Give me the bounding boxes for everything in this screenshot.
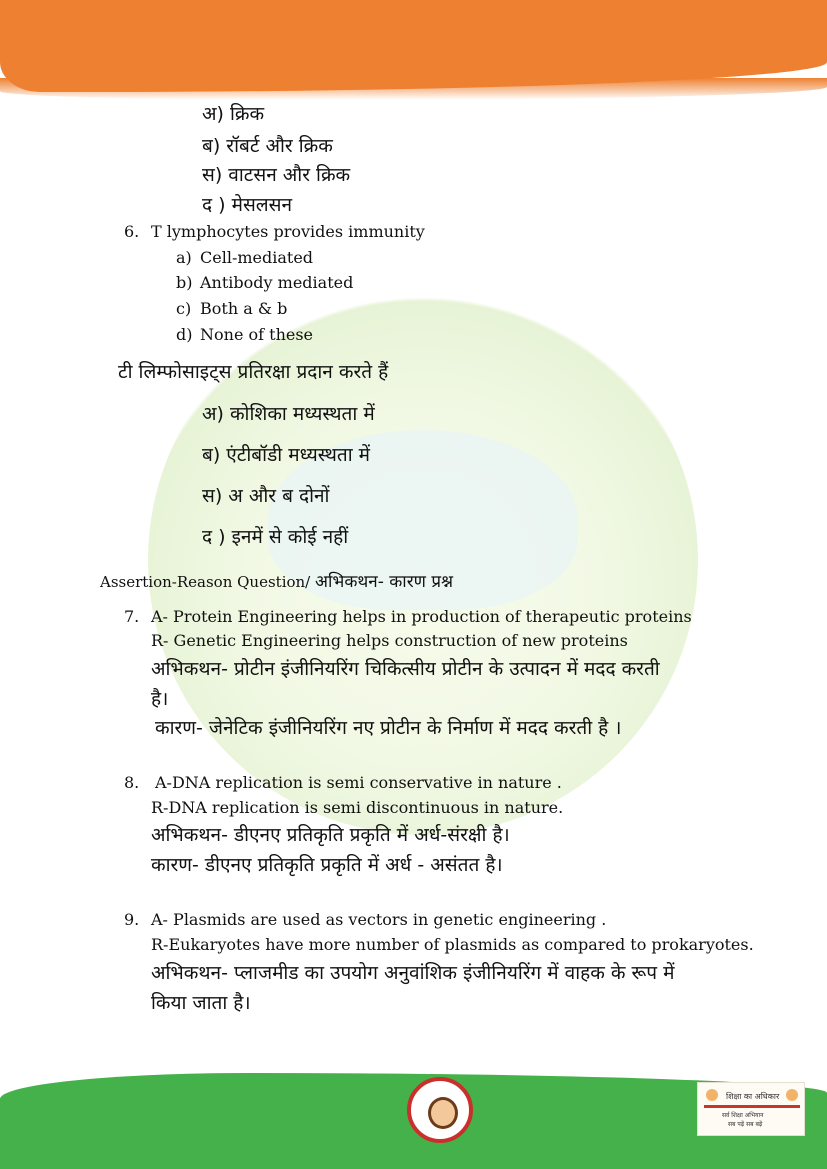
q5-option-hi: स) वाटसन और क्रिक	[202, 164, 351, 186]
q8-reason: R-DNA replication is semi discontinuous in nature.	[151, 798, 564, 817]
q7-reason: R- Genetic Engineering helps construction of new proteins	[151, 631, 628, 650]
q6-question: T lymphocytes provides immunity	[151, 222, 425, 241]
q7-assertion-hi-cont: है।	[151, 688, 169, 710]
q9-assertion-hi: अभिकथन- प्लाजमीड का उपयोग अनुवांशिक इंजीनियरिंग में वाहक के रूप में	[151, 962, 675, 984]
q8-number: 8.	[124, 773, 140, 792]
rte-logo-title: शिक्षा का अधिकार	[726, 1092, 780, 1101]
rte-logo-line2: सब पढ़ें सब बढ़ें	[728, 1121, 763, 1128]
q6-option-label: a)	[176, 248, 192, 267]
q9-reason: R-Eukaryotes have more number of plasmids as compared to prokaryotes.	[151, 935, 754, 954]
q9-number: 9.	[124, 910, 140, 929]
q7-number: 7.	[124, 607, 140, 626]
q6-option-label: b)	[176, 273, 193, 292]
q7-reason-hi: कारण- जेनेटिक इंजीनियरिंग नए प्रोटीन के निर्माण में मदद करती है ।	[155, 717, 622, 739]
rte-logo-line1: सर्व शिक्षा अभियान	[722, 1112, 764, 1119]
q9-assertion: A- Plasmids are used as vectors in genetic engineering .	[151, 910, 607, 929]
q9-assertion-hi-cont: किया जाता है।	[151, 992, 251, 1014]
header-band-shadow	[0, 78, 827, 100]
rte-logo	[697, 1082, 805, 1136]
q6-option-text: Antibody mediated	[200, 273, 354, 292]
q6-option-text: Both a & b	[200, 299, 288, 318]
section-title	[100, 569, 453, 592]
section-title-hi: अभिकथन- कारण प्रश्न	[315, 572, 454, 592]
q6-option-text: Cell-mediated	[200, 248, 314, 267]
q5-option-hi: अ) क्रिक	[202, 103, 265, 125]
q7-assertion-hi: अभिकथन- प्रोटीन इंजीनियरिंग चिकित्सीय प्रोटीन के उत्पादन में मदद करती	[151, 658, 660, 680]
q6-option-text: None of these	[200, 325, 314, 344]
q8-assertion: A-DNA replication is semi conservative in nature .	[155, 773, 562, 792]
q6-option-hi: ब) एंटीबॉडी मध्यस्थता में	[202, 444, 371, 466]
girl-face-icon	[428, 1097, 458, 1129]
q6-option-label: d)	[176, 325, 193, 344]
section-title-en: Assertion-Reason Question/	[100, 573, 311, 591]
child-icon	[786, 1089, 798, 1101]
q6-option-hi: अ) कोशिका मध्यस्थता में	[202, 403, 375, 425]
q6-number: 6.	[124, 222, 140, 241]
q6-question-hi: टी लिम्फोसाइट्स प्रतिरक्षा प्रदान करते हैं	[118, 361, 389, 383]
rte-logo-divider	[704, 1105, 800, 1108]
q6-option-label: c)	[176, 299, 192, 318]
q7-assertion: A- Protein Engineering helps in production of therapeutic proteins	[151, 607, 692, 626]
q5-option-hi: द ) मेसलसन	[202, 194, 293, 216]
q8-reason-hi: कारण- डीएनए प्रतिकृति प्रकृति में अर्ध - असंतत है।	[151, 854, 503, 876]
beti-logo	[407, 1077, 473, 1143]
q6-option-hi: द ) इनमें से कोई नहीं	[202, 526, 349, 548]
q5-option-hi: ब) रॉबर्ट और क्रिक	[202, 135, 333, 157]
q6-option-hi: स) अ और ब दोनों	[202, 485, 330, 507]
q8-assertion-hi: अभिकथन- डीएनए प्रतिकृति प्रकृति में अर्ध-संरक्षी है।	[151, 824, 510, 846]
child-icon	[706, 1089, 718, 1101]
